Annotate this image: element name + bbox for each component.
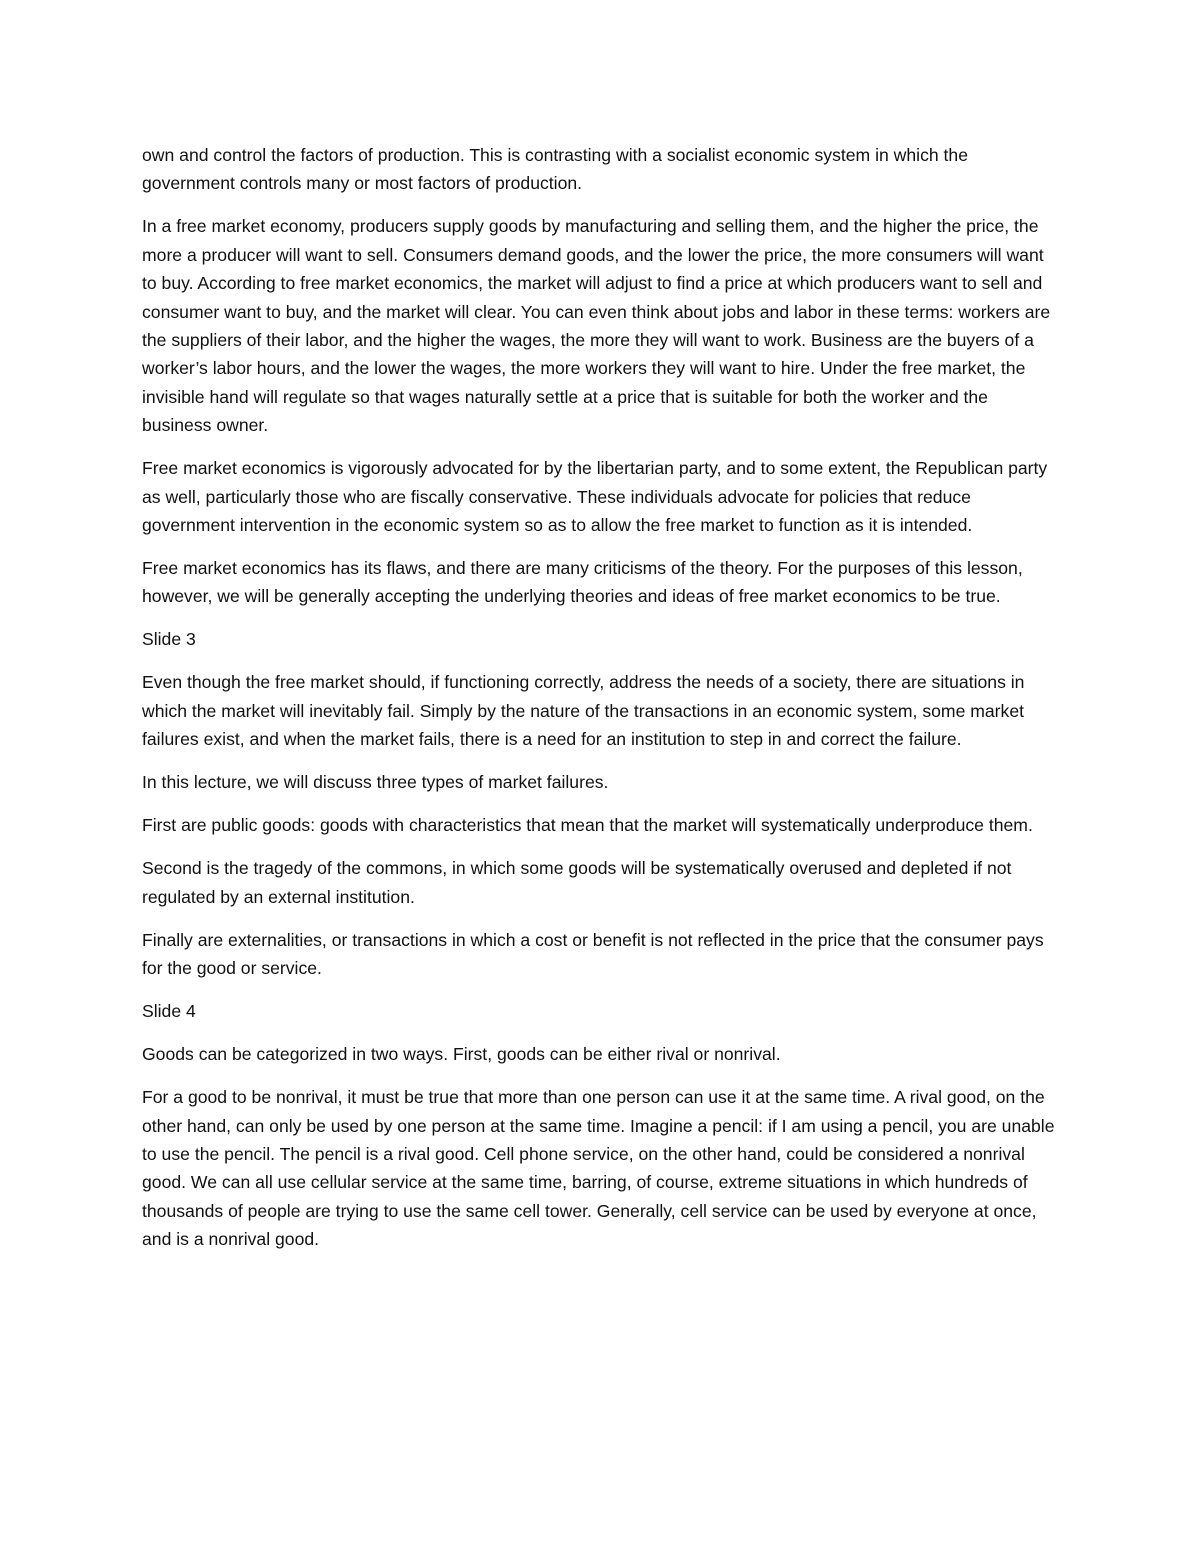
paragraph-factors-of-production: own and control the factors of production. This is contrasting with a socialist economic system in which the government controls many or most factors of production. — [142, 145, 968, 194]
paragraph-rival-nonrival: For a good to be nonrival, it must be true that more than one person can use it at the same time. A rival good, on the other hand, can only be used by one person at the same time. Imagine a pencil: if I am using a pencil, you are unable to use the pencil. The pencil is a rival good. Cell phone service, on the other hand, could be considered a nonrival good. We can all use cellular service at the same time, barring, of course, extreme situations in which hundreds of thousands of people are trying to use the same cell tower. Generally, cell service can be used by everyone at once, and is a nonrival good. — [142, 1087, 1055, 1250]
document-page — [142, 141, 1060, 1268]
paragraph-advocates: Free market economics is vigorously advocated for by the libertarian party, and to some extent, the Republican party as well, particularly those who are fiscally conservative. These individuals advocate for policies that reduce government intervention in the economic system so as to allow the free market to function as it is intended. — [142, 458, 1048, 536]
paragraph-tragedy-of-commons: Second is the tragedy of the commons, in which some goods will be systematically overused and depleted if not regulated by an external institution. — [142, 858, 1012, 907]
slide-heading: Slide 4 — [142, 1001, 196, 1022]
paragraph-externalities: Finally are externalities, or transactions in which a cost or benefit is not reflected in the price that the consumer pays for the good or service. — [142, 929, 1044, 979]
paragraph-free-market-economy: In a free market economy, producers supply goods by manufacturing and selling them, and the higher the price, the more a producer will want to sell. Consumers demand goods, and the lower the price, the more consumers will want to buy. According to free market economics, the market will adjust to find a price at which producers want to sell and consumer want to buy, and the market will clear. You can even think about jobs and labor in these terms: workers are the suppliers of their labor, and the higher the wages, the more they will want to work. Business are the buyers of a worker’s labor hours, and the lower the wages, the more workers they will want to hire. Under the free market, the invisible hand will regulate so that wages naturally settle at a price that is suitable for both the worker and the business owner. — [142, 216, 1051, 436]
paragraph-market-failure: Even though the free market should, if functioning correctly, address the needs of a society, there are situations in which the market will inevitably fail. Simply by the nature of the transactions in an economic system, some market failures exist, and when the market fails, there is a need for an institution to step in and correct the failure. — [142, 672, 1025, 750]
paragraph-public-goods: First are public goods: goods with characteristics that mean that the market will systematically underproduce them. — [142, 815, 1033, 836]
slide-heading: Slide 3 — [142, 629, 196, 650]
paragraph-categorized: Goods can be categorized in two ways. First, goods can be either rival or nonrival. — [142, 1044, 781, 1065]
paragraph-three-types: In this lecture, we will discuss three types of market failures. — [142, 772, 609, 793]
paragraph-flaws: Free market economics has its flaws, and there are many criticisms of the theory. For the purposes of this lesson, however, we will be generally accepting the underlying theories and ideas of free market economics to be true. — [142, 558, 1023, 607]
